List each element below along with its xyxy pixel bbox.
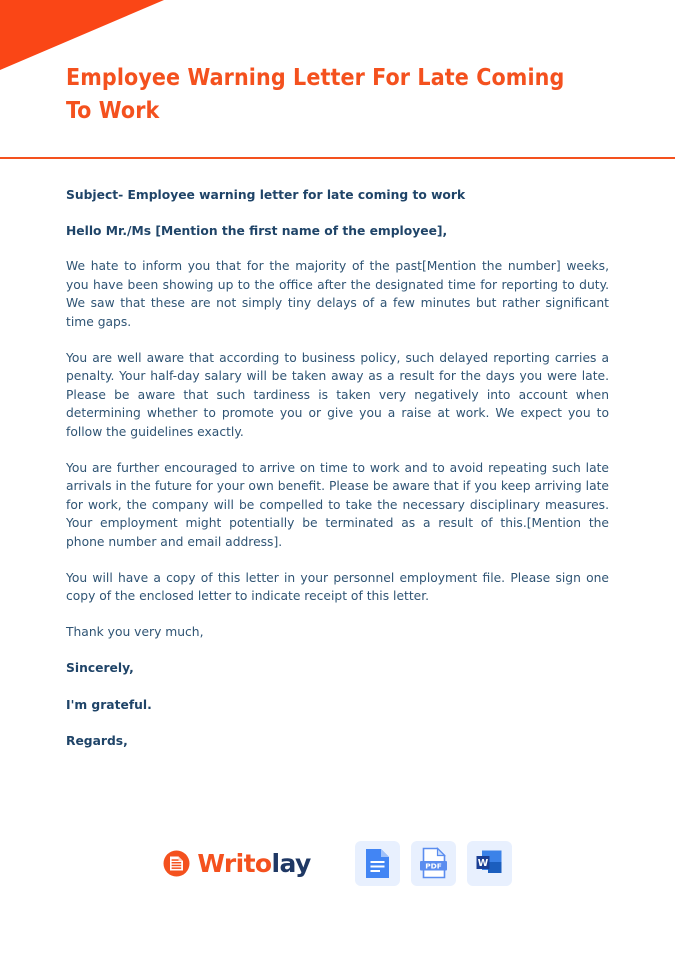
letter-paragraph-3: You are further encouraged to arrive on time to work and to avoid repeating such late arrivals in the future for your own benefit. Please be aware that if you keep arriving late for work, the company will be compelled to take the necessary disciplinary measures. Your employment might potentially be terminated as a result of this.[Mention the phone number and email address]. — [66, 460, 609, 549]
google-docs-icon — [364, 848, 391, 879]
letter-body — [66, 186, 609, 769]
letter-paragraph-1: We hate to inform you that for the majority of the past[Mention the number] weeks, you have been showing up to the office after the designated time for reporting to duty. We saw that these are not simply tiny delays of a few minutes but rather significant time gaps. — [66, 259, 609, 329]
letter-thanks: Thank you very much, — [66, 624, 204, 639]
document-header — [0, 0, 675, 158]
google-docs-download-button[interactable] — [355, 841, 400, 886]
word-file-icon — [474, 848, 504, 878]
download-buttons — [355, 841, 512, 886]
letter-salutation: Hello Mr./Ms [Mention the first name of the employee], — [66, 223, 448, 238]
header-divider — [0, 157, 675, 159]
page-title: Employee Warning Letter For Late Coming To Work — [66, 65, 565, 124]
word-download-button[interactable] — [467, 841, 512, 886]
brand-logo[interactable] — [163, 850, 310, 877]
letter-paragraph-4: You will have a copy of this letter in your personnel employment file. Please sign one copy of the enclosed letter to indicate receipt of this letter. — [66, 570, 609, 604]
letter-paragraph-2: You are well aware that according to business policy, such delayed reporting carries a penalty. Your half-day salary will be taken away as a result for the days you were late. Please be aware that such tardiness is taken very negatively into account when determining whether to promote you or give you a raise at work. We expect you to follow the guidelines exactly. — [66, 350, 609, 439]
letter-subject: Subject- Employee warning letter for late coming to work — [66, 188, 466, 202]
letter-grateful: I'm grateful. — [66, 697, 152, 712]
brand-name-part-2: lay — [271, 848, 311, 878]
letter-sincerely: Sincerely, — [66, 661, 134, 676]
corner-triangle-decoration — [0, 0, 164, 70]
pdf-label: PDF — [424, 861, 442, 871]
word-label: W — [477, 858, 489, 870]
brand-name — [197, 848, 311, 878]
pdf-file-icon — [419, 847, 448, 879]
letter-regards: Regards, — [66, 734, 128, 749]
document-circle-icon — [163, 850, 190, 877]
pdf-download-button[interactable] — [411, 841, 456, 886]
brand-name-part-1: Writo — [197, 848, 272, 878]
document-footer — [0, 832, 675, 894]
